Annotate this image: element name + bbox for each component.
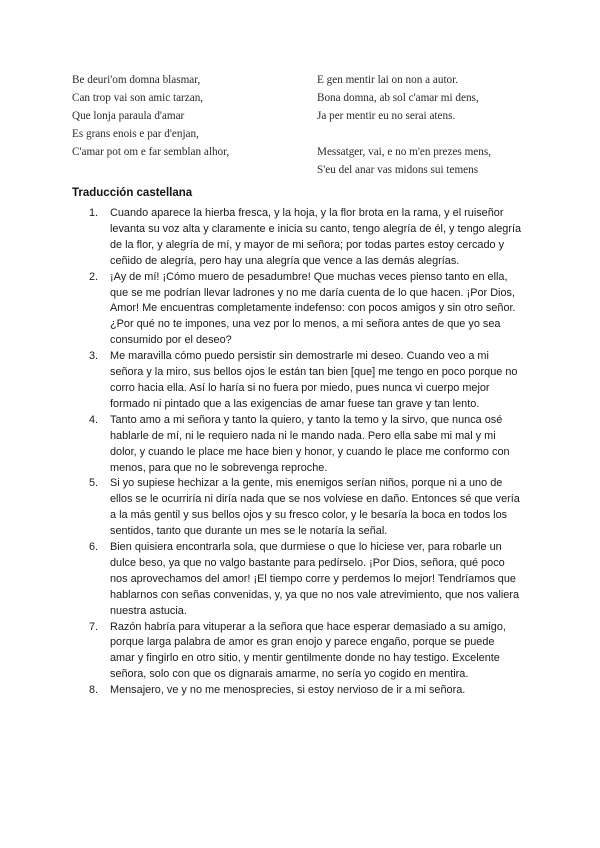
poem-line: Can trop vai son amic tarzan,: [72, 92, 204, 104]
list-text: Mensajero, ve y no me menosprecies, si estoy nervioso de ir a mi señora.: [110, 684, 466, 697]
translation-list: [72, 206, 522, 699]
list-item: [72, 683, 522, 699]
list-item: [72, 540, 522, 620]
list-number: 7.: [89, 620, 99, 633]
list-number: 8.: [89, 684, 99, 697]
list-number: 3.: [89, 350, 99, 363]
poem-left-column: [72, 71, 229, 161]
poem-line: Que lonja paraula d'amar: [72, 110, 185, 122]
list-text: Bien quisiera encontrarla sola, que durmiese o que lo hiciese ver, para robarle un dulce beso, ya que no valgo bastante para pedírselo. ¡Por Dios, señora, qué poco nos aprovechamos del amor! ¡El tiempo corre y perdemos lo mejor! Tendríamos que hablarnos con señas convenidas, y, ya que no nos vale atrevimiento, que nos valiera nuestra astucia.: [110, 541, 520, 617]
list-number: 6.: [89, 541, 99, 554]
list-text: Razón habría para vituperar a la señora que hace esperar demasiado a su amigo, porque larga palabra de amor es gran enojo y parece engaño, porque se puede amar y fingirlo en otro sitio, y mentir gentilmente donde no hay testigo. Excelente señora, solo con que os dignarais amarme, no sería yo cogido en mentira.: [110, 620, 506, 681]
list-item: [72, 476, 522, 540]
list-item: [72, 270, 522, 350]
poem-line: S'eu del anar vas midons sui temens: [317, 164, 479, 176]
list-number: 5.: [89, 477, 99, 490]
list-item: [72, 413, 522, 477]
list-item: [72, 620, 522, 684]
poem-right-column: [317, 71, 491, 179]
list-item: [72, 349, 522, 413]
poem-line: Messatger, vai, e no m'en prezes mens,: [317, 146, 491, 158]
poem-line: Bona domna, ab sol c'amar mi dens,: [317, 92, 479, 104]
list-text: Cuando aparece la hierba fresca, y la hoja, y la flor brota en la rama, y el ruiseñor levanta su voz alta y claramente e inicia su canto, tengo alegría de él, y tengo alegría de la flor, y alegría de mí, y mayor de mi señora; por todas partes estoy cercado y ceñido de alegría, pero hay una alegría que vence a las demás alegrías.: [110, 207, 522, 267]
list-number: 2.: [89, 270, 99, 283]
stanza-gap: [317, 125, 491, 143]
list-number: 1.: [89, 207, 99, 219]
list-item: [72, 206, 522, 270]
list-text: Me maravilla cómo puedo persistir sin demostrarle mi deseo. Cuando veo a mi señora y la miro, sus bellos ojos le están tan bien [que] me tengo en poco porque no corro hacia ella. Así lo haría si no fuera por miedo, pues nunca vi cuerpo mejor formado ni pintado que a las exigencias de amar fuese tan grave y tan lento.: [110, 350, 518, 410]
list-text: Tanto amo a mi señora y tanto la quiero, y tanto la temo y la sirvo, que nunca osé hablarle de mí, ni le requiero nada ni le mando nada. Pero ella sabe mi mal y mi dolor, y cuando le place me hace bien y honor, y cuando le place me conformo con menos, para que no le sobrevenga reproche.: [110, 413, 510, 474]
poem-line: Be deuri'om domna blasmar,: [72, 74, 201, 86]
list-number: 4.: [89, 413, 99, 426]
poem-line: Es grans enois e par d'enjan,: [72, 128, 199, 140]
poem-line: Ja per mentir eu no serai atens.: [317, 110, 456, 122]
poem-line: E gen mentir lai on non a autor.: [317, 74, 459, 86]
translation-heading: Traducción castellana: [72, 187, 193, 199]
list-text: ¡Ay de mí! ¡Cómo muero de pesadumbre! Que muchas veces pienso tanto en ella, que se me podrían llevar ladrones y no me daría cuenta de lo que hacen. ¡Por Dios, Amor! Me encuentras completamente indefenso: con pocos amigos y sin otro señor. ¿Por qué no te impones, una vez por lo menos, a mi señora antes de que yo sea consumido por el deseo?: [110, 270, 516, 347]
list-text: Si yo supiese hechizar a la gente, mis enemigos serían niños, porque ni a uno de ellos se le ocurriría ni diría nada que se nos volviese en daño. Entonces sé que vería a la más gentil y sus bellos ojos y su fresco color, y le besaría la boca en todos los sentidos, tanto que durante un mes se le notaría la señal.: [110, 477, 520, 538]
poem-line: C'amar pot om e far semblan alhor,: [72, 146, 230, 158]
